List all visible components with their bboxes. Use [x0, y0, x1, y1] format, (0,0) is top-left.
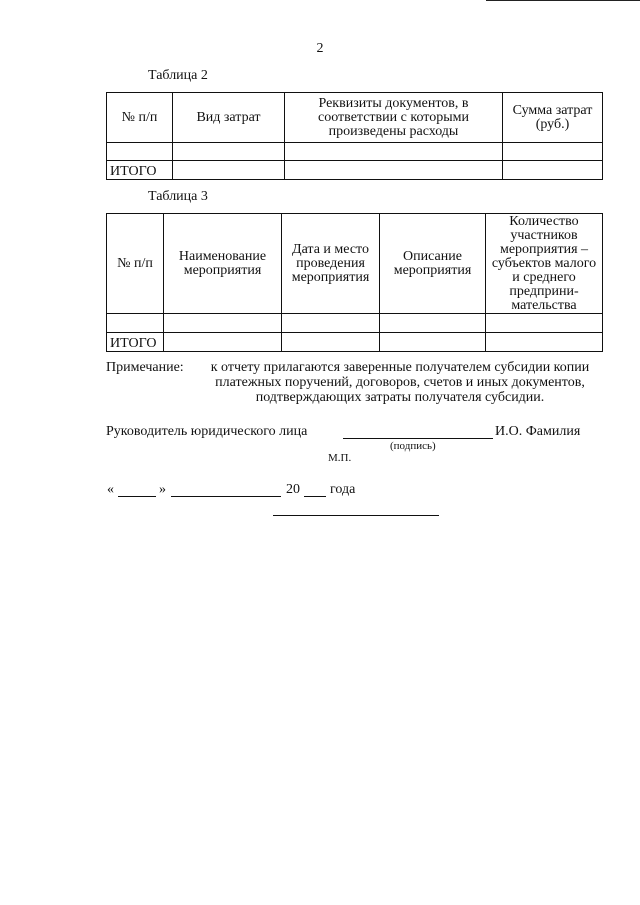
table2-empty-row	[107, 143, 603, 161]
table2-header-row	[107, 93, 603, 143]
date-day-underline	[118, 496, 156, 497]
table3-cell[interactable]	[282, 333, 380, 352]
table3-cell[interactable]	[164, 314, 282, 333]
table3-total-label: ИТОГО	[107, 333, 164, 352]
table3-header-participants: Количество участников мероприятия – субъектов малого и среднего предприни-мательства	[486, 214, 603, 314]
table3-header-description: Описание мероприятия	[380, 214, 486, 314]
table3-header-date-place: Дата и место проведения мероприятия	[282, 214, 380, 314]
table-3	[106, 213, 603, 352]
table2-cell[interactable]	[173, 161, 285, 180]
table3-caption: Таблица 3	[148, 189, 208, 204]
date-century: 20	[286, 482, 300, 497]
table2-header-document-details: Реквизиты документов, в соответствии с которыми произведены расходы	[285, 93, 503, 143]
table3-header-event-name: Наименование мероприятия	[164, 214, 282, 314]
table2-header-cost-type: Вид затрат	[173, 93, 285, 143]
table2-cell[interactable]	[503, 161, 603, 180]
table3-cell[interactable]	[380, 333, 486, 352]
note-text: к отчету прилагаются заверенные получателем субсидии копии платежных поручений, договоров, счетов и иных документов, подтверждающих затраты получателя субсидии.	[210, 360, 590, 405]
table3-cell[interactable]	[486, 314, 603, 333]
signature-caption: (подпись)	[390, 440, 436, 452]
note-label: Примечание:	[106, 360, 184, 375]
table2-header-cost-sum: Сумма затрат (руб.)	[503, 93, 603, 143]
table2-cell[interactable]	[173, 143, 285, 161]
date-suffix: года	[330, 482, 356, 497]
table3-cell[interactable]	[164, 333, 282, 352]
table2-cell[interactable]	[285, 161, 503, 180]
top-rule	[486, 0, 640, 1]
table3-cell[interactable]	[486, 333, 603, 352]
date-close-quote: »	[159, 482, 166, 497]
date-year-underline	[304, 496, 326, 497]
table3-header-number: № п/п	[107, 214, 164, 314]
table3-cell[interactable]	[107, 314, 164, 333]
table3-total-row	[107, 333, 603, 352]
page-number: 2	[316, 41, 324, 56]
signature-underline	[343, 438, 493, 439]
signatory-role: Руководитель юридического лица	[106, 424, 308, 439]
table2-cell[interactable]	[503, 143, 603, 161]
table3-header-row	[107, 214, 603, 314]
table2-cell[interactable]	[285, 143, 503, 161]
signatory-name: И.О. Фамилия	[495, 424, 581, 439]
table3-cell[interactable]	[380, 314, 486, 333]
table2-cell[interactable]	[107, 143, 173, 161]
table3-cell[interactable]	[282, 314, 380, 333]
stamp-label: М.П.	[328, 452, 352, 464]
date-month-underline	[171, 496, 281, 497]
table-2	[106, 92, 603, 180]
date-open-quote: «	[107, 482, 114, 497]
table2-total-label: ИТОГО	[107, 161, 173, 180]
table2-caption: Таблица 2	[148, 68, 208, 83]
table3-empty-row	[107, 314, 603, 333]
bottom-underline	[273, 515, 439, 516]
table2-header-number: № п/п	[107, 93, 173, 143]
table2-total-row	[107, 161, 603, 180]
